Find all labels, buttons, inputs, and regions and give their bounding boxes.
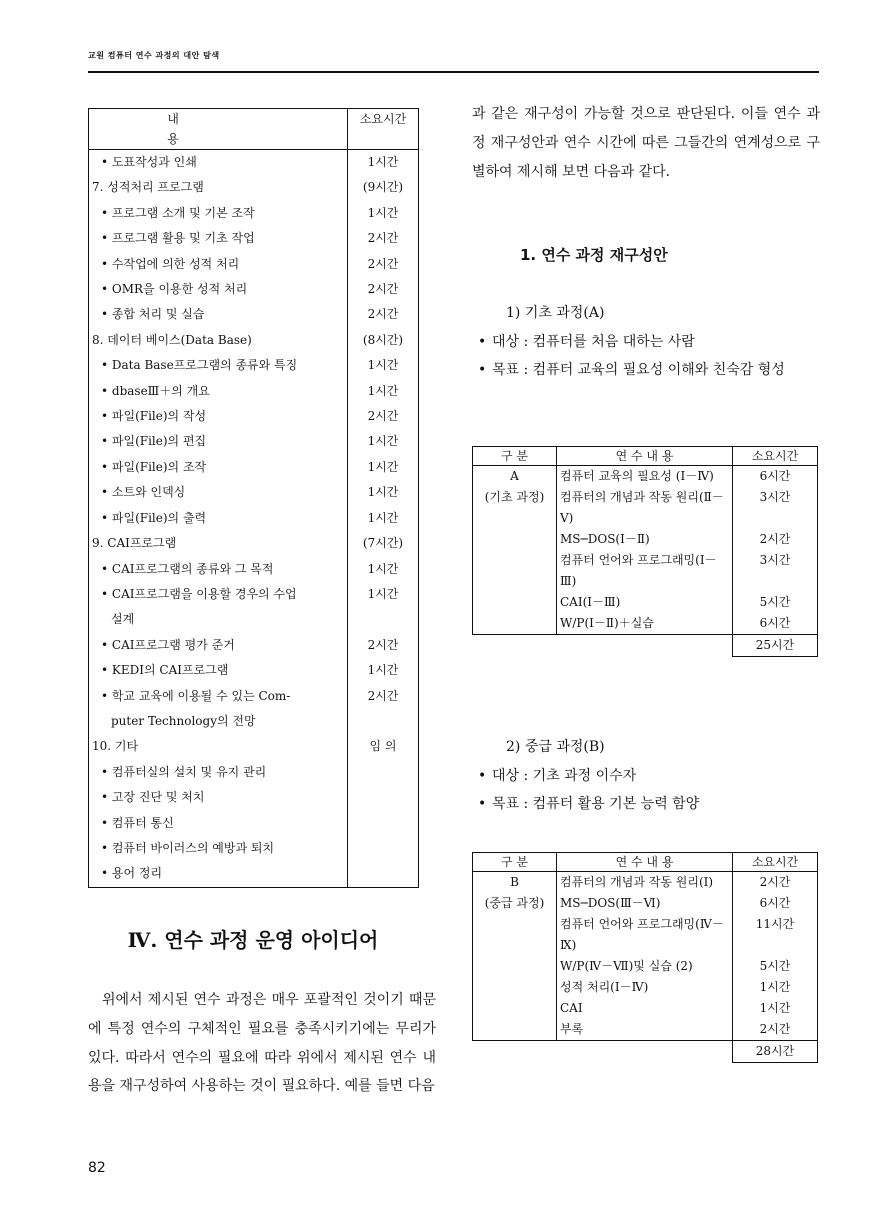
outline-row-time bbox=[348, 785, 419, 810]
course-row bbox=[473, 466, 818, 488]
outline-row bbox=[89, 582, 419, 607]
course-total-spacer bbox=[473, 635, 733, 657]
course-group-cell bbox=[473, 956, 557, 977]
outline-row bbox=[89, 557, 419, 582]
outline-row bbox=[89, 277, 419, 302]
course-b-col-group: 구 분 bbox=[473, 853, 557, 872]
course-group-cell: B bbox=[473, 872, 557, 894]
outline-row bbox=[89, 404, 419, 429]
outline-row-time: 1시간 bbox=[348, 480, 419, 505]
outline-row bbox=[89, 175, 419, 200]
outline-row-text: • OMR을 이용한 성적 처리 bbox=[89, 277, 348, 302]
outline-row-time: (9시간) bbox=[348, 175, 419, 200]
outline-row-text: • 프로그램 소개 및 기본 조작 bbox=[89, 201, 348, 226]
course-a-table bbox=[472, 446, 818, 657]
outline-row-time: 2시간 bbox=[348, 684, 419, 709]
course-row bbox=[473, 872, 818, 894]
course-b-table bbox=[472, 852, 818, 1063]
outline-row-text: • 컴퓨터 바이러스의 예방과 퇴치 bbox=[89, 836, 348, 861]
outline-row-text: • 소트와 인덱싱 bbox=[89, 480, 348, 505]
outline-row-time: 2시간 bbox=[348, 633, 419, 658]
course-time-cell: 3시간 bbox=[733, 487, 818, 529]
course-total-row bbox=[473, 635, 818, 657]
course-row bbox=[473, 550, 818, 592]
course-content-cell: 부록 bbox=[557, 1019, 733, 1041]
outline-row-time: 1시간 bbox=[348, 150, 419, 176]
outline-row-time: 1시간 bbox=[348, 658, 419, 683]
outline-row-time: 1시간 bbox=[348, 557, 419, 582]
outline-row bbox=[89, 531, 419, 556]
outline-row bbox=[89, 836, 419, 861]
outline-row-time bbox=[348, 836, 419, 861]
outline-row-time: 2시간 bbox=[348, 252, 419, 277]
outline-row-time: 1시간 bbox=[348, 582, 419, 607]
outline-row bbox=[89, 658, 419, 683]
outline-row-text: • 파일(File)의 작성 bbox=[89, 404, 348, 429]
course-group-cell bbox=[473, 613, 557, 635]
outline-row bbox=[89, 226, 419, 251]
outline-table bbox=[88, 108, 419, 888]
outline-row-text: • 컴퓨터실의 설치 및 유지 관리 bbox=[89, 760, 348, 785]
outline-row-text: • 수작업에 의한 성적 처리 bbox=[89, 252, 348, 277]
outline-row bbox=[89, 785, 419, 810]
outline-row-text: • 고장 진단 및 처치 bbox=[89, 785, 348, 810]
course-group-cell: (중급 과정) bbox=[473, 893, 557, 914]
page-number: 82 bbox=[88, 1160, 106, 1176]
outline-row-time: 1시간 bbox=[348, 429, 419, 454]
outline-header-time: 소요시간 bbox=[348, 109, 419, 150]
course-total-cell: 28시간 bbox=[733, 1041, 818, 1063]
outline-row bbox=[89, 150, 419, 176]
outline-row bbox=[89, 506, 419, 531]
outline-row-time: (8시간) bbox=[348, 328, 419, 353]
outline-row-text: 8. 데이터 베이스(Data Base) bbox=[89, 328, 348, 353]
course-time-cell: 2시간 bbox=[733, 872, 818, 894]
outline-row bbox=[89, 455, 419, 480]
header-rule bbox=[88, 71, 819, 73]
outline-row-text: • dbaseⅢ＋의 개요 bbox=[89, 379, 348, 404]
course-group-cell bbox=[473, 1019, 557, 1041]
outline-row bbox=[89, 480, 419, 505]
course-a-target: • 대상 : 컴퓨터를 처음 대하는 사람 bbox=[478, 334, 695, 350]
course-content-cell: CAI(Ⅰ－Ⅲ) bbox=[557, 592, 733, 613]
course-content-cell: 컴퓨터의 개념과 작동 원리(Ⅱ－Ⅴ) bbox=[557, 487, 733, 529]
outline-row bbox=[89, 429, 419, 454]
outline-row-text: 10. 기타 bbox=[89, 734, 348, 759]
outline-row bbox=[89, 684, 419, 709]
course-row bbox=[473, 956, 818, 977]
course-group-cell bbox=[473, 550, 557, 592]
outline-row-time bbox=[348, 811, 419, 836]
course-row bbox=[473, 613, 818, 635]
course-content-cell: 컴퓨터 언어와 프로그래밍(Ⅳ－Ⅸ) bbox=[557, 914, 733, 956]
subsection-title: 1. 연수 과정 재구성안 bbox=[520, 246, 668, 264]
course-content-cell: MS─DOS(Ⅲ－Ⅵ) bbox=[557, 893, 733, 914]
outline-row-time: 임 의 bbox=[348, 734, 419, 759]
course-time-cell: 1시간 bbox=[733, 998, 818, 1019]
right-paragraph: 과 같은 재구성이 가능할 것으로 판단된다. 이들 연수 과정 재구성안과 연수 시간에 따른 그들간의 연계성으로 구별하여 제시해 보면 다음과 같다. bbox=[472, 106, 820, 180]
course-content-cell: 컴퓨터 언어와 프로그래밍(Ⅰ－Ⅲ) bbox=[557, 550, 733, 592]
course-a-col-time: 소요시간 bbox=[733, 447, 818, 466]
course-time-cell: 3시간 bbox=[733, 550, 818, 592]
course-total-row bbox=[473, 1041, 818, 1063]
outline-row-text: 설계 bbox=[89, 607, 348, 632]
outline-row-text: • CAI프로그램을 이용할 경우의 수업 bbox=[89, 582, 348, 607]
course-group-cell bbox=[473, 977, 557, 998]
outline-row-time: 1시간 bbox=[348, 353, 419, 378]
outline-row-text: puter Technology의 전망 bbox=[89, 709, 348, 734]
course-total-cell: 25시간 bbox=[733, 635, 818, 657]
course-time-cell: 2시간 bbox=[733, 529, 818, 550]
course-row bbox=[473, 487, 818, 529]
outline-row bbox=[89, 861, 419, 887]
course-row bbox=[473, 1019, 818, 1041]
outline-row bbox=[89, 734, 419, 759]
course-time-cell: 6시간 bbox=[733, 613, 818, 635]
outline-row-time: 2시간 bbox=[348, 404, 419, 429]
course-content-cell: W/P(Ⅰ－Ⅱ)＋실습 bbox=[557, 613, 733, 635]
outline-row bbox=[89, 328, 419, 353]
outline-row-text: • 파일(File)의 조작 bbox=[89, 455, 348, 480]
outline-row bbox=[89, 709, 419, 734]
course-row bbox=[473, 893, 818, 914]
outline-row-time: 1시간 bbox=[348, 455, 419, 480]
outline-row-text: • CAI프로그램 평가 준거 bbox=[89, 633, 348, 658]
outline-header-content: 내 용 bbox=[89, 109, 348, 150]
outline-row-time bbox=[348, 709, 419, 734]
outline-row-text: • 도표작성과 인쇄 bbox=[89, 150, 348, 176]
course-content-cell: 컴퓨터 교육의 필요성 (Ⅰ－Ⅳ) bbox=[557, 466, 733, 488]
course-time-cell: 11시간 bbox=[733, 914, 818, 956]
course-content-cell: CAI bbox=[557, 998, 733, 1019]
course-b-heading: 2) 중급 과정(B) bbox=[506, 739, 605, 755]
outline-row-time: 2시간 bbox=[348, 226, 419, 251]
course-group-cell bbox=[473, 592, 557, 613]
course-content-cell: 컴퓨터의 개념과 작동 원리(Ⅰ) bbox=[557, 872, 733, 894]
outline-row-text: • 용어 정리 bbox=[89, 861, 348, 887]
left-paragraph: 위에서 제시된 연수 과정은 매우 포괄적인 것이기 때문에 특정 연수의 구체적인 필요를 충족시키기에는 무리가 있다. 따라서 연수의 필요에 따라 위에서 제시된 연수 내용을 재구성하여 사용하는 것이 필요하다. 예를 들면 다음 bbox=[88, 992, 436, 1095]
outline-row-time bbox=[348, 861, 419, 887]
course-group-cell: A bbox=[473, 466, 557, 488]
outline-row-time: 2시간 bbox=[348, 302, 419, 327]
course-row bbox=[473, 592, 818, 613]
course-b-goal: • 목표 : 컴퓨터 활용 기본 능력 함양 bbox=[478, 796, 700, 812]
outline-row-text: • KEDI의 CAI프로그램 bbox=[89, 658, 348, 683]
outline-row bbox=[89, 201, 419, 226]
outline-row-text: • 종합 처리 및 실습 bbox=[89, 302, 348, 327]
course-a-heading: 1) 기초 과정(A) bbox=[506, 305, 605, 321]
outline-row bbox=[89, 811, 419, 836]
course-row bbox=[473, 529, 818, 550]
outline-row-text: • CAI프로그램의 종류와 그 목적 bbox=[89, 557, 348, 582]
course-time-cell: 2시간 bbox=[733, 1019, 818, 1041]
course-a-col-group: 구 분 bbox=[473, 447, 557, 466]
course-content-cell: W/P(Ⅳ－Ⅶ)및 실습 (2) bbox=[557, 956, 733, 977]
course-content-cell: 성적 처리(Ⅰ－Ⅳ) bbox=[557, 977, 733, 998]
course-time-cell: 5시간 bbox=[733, 956, 818, 977]
outline-row-time bbox=[348, 607, 419, 632]
outline-row-text: • 프로그램 활용 및 기초 작업 bbox=[89, 226, 348, 251]
outline-row-text: • 파일(File)의 편집 bbox=[89, 429, 348, 454]
section-title: Ⅳ. 연수 과정 운영 아이디어 bbox=[127, 928, 379, 952]
course-total-spacer bbox=[473, 1041, 733, 1063]
outline-row-text: 9. CAI프로그램 bbox=[89, 531, 348, 556]
outline-row-time: 1시간 bbox=[348, 506, 419, 531]
course-group-cell bbox=[473, 998, 557, 1019]
outline-row-text: • 컴퓨터 통신 bbox=[89, 811, 348, 836]
course-time-cell: 6시간 bbox=[733, 466, 818, 488]
course-time-cell: 6시간 bbox=[733, 893, 818, 914]
outline-row bbox=[89, 252, 419, 277]
outline-row bbox=[89, 607, 419, 632]
outline-row-time: 2시간 bbox=[348, 277, 419, 302]
outline-row-text: • 학교 교육에 이용될 수 있는 Com- bbox=[89, 684, 348, 709]
course-time-cell: 5시간 bbox=[733, 592, 818, 613]
course-content-cell: MS─DOS(Ⅰ－Ⅱ) bbox=[557, 529, 733, 550]
outline-row-time: (7시간) bbox=[348, 531, 419, 556]
outline-row-time bbox=[348, 760, 419, 785]
outline-row bbox=[89, 302, 419, 327]
outline-row-time: 1시간 bbox=[348, 201, 419, 226]
outline-row-text: • 파일(File)의 출력 bbox=[89, 506, 348, 531]
course-b-col-content: 연 수 내 용 bbox=[557, 853, 733, 872]
course-group-cell bbox=[473, 529, 557, 550]
course-group-cell: (기초 과정) bbox=[473, 487, 557, 529]
outline-row bbox=[89, 353, 419, 378]
outline-row-text: • Data Base프로그램의 종류와 특징 bbox=[89, 353, 348, 378]
course-time-cell: 1시간 bbox=[733, 977, 818, 998]
course-row bbox=[473, 914, 818, 956]
running-header: 교원 컴퓨터 연수 과정의 대안 탐색 bbox=[88, 51, 220, 60]
outline-row-text: 7. 성적처리 프로그램 bbox=[89, 175, 348, 200]
course-a-col-content: 연 수 내 용 bbox=[557, 447, 733, 466]
outline-row bbox=[89, 760, 419, 785]
course-group-cell bbox=[473, 914, 557, 956]
outline-row-time: 1시간 bbox=[348, 379, 419, 404]
course-row bbox=[473, 998, 818, 1019]
outline-row bbox=[89, 379, 419, 404]
course-a-goal: • 목표 : 컴퓨터 교육의 필요성 이해와 친숙감 형성 bbox=[478, 362, 785, 378]
course-row bbox=[473, 977, 818, 998]
outline-row bbox=[89, 633, 419, 658]
course-b-col-time: 소요시간 bbox=[733, 853, 818, 872]
course-b-target: • 대상 : 기초 과정 이수자 bbox=[478, 768, 637, 784]
